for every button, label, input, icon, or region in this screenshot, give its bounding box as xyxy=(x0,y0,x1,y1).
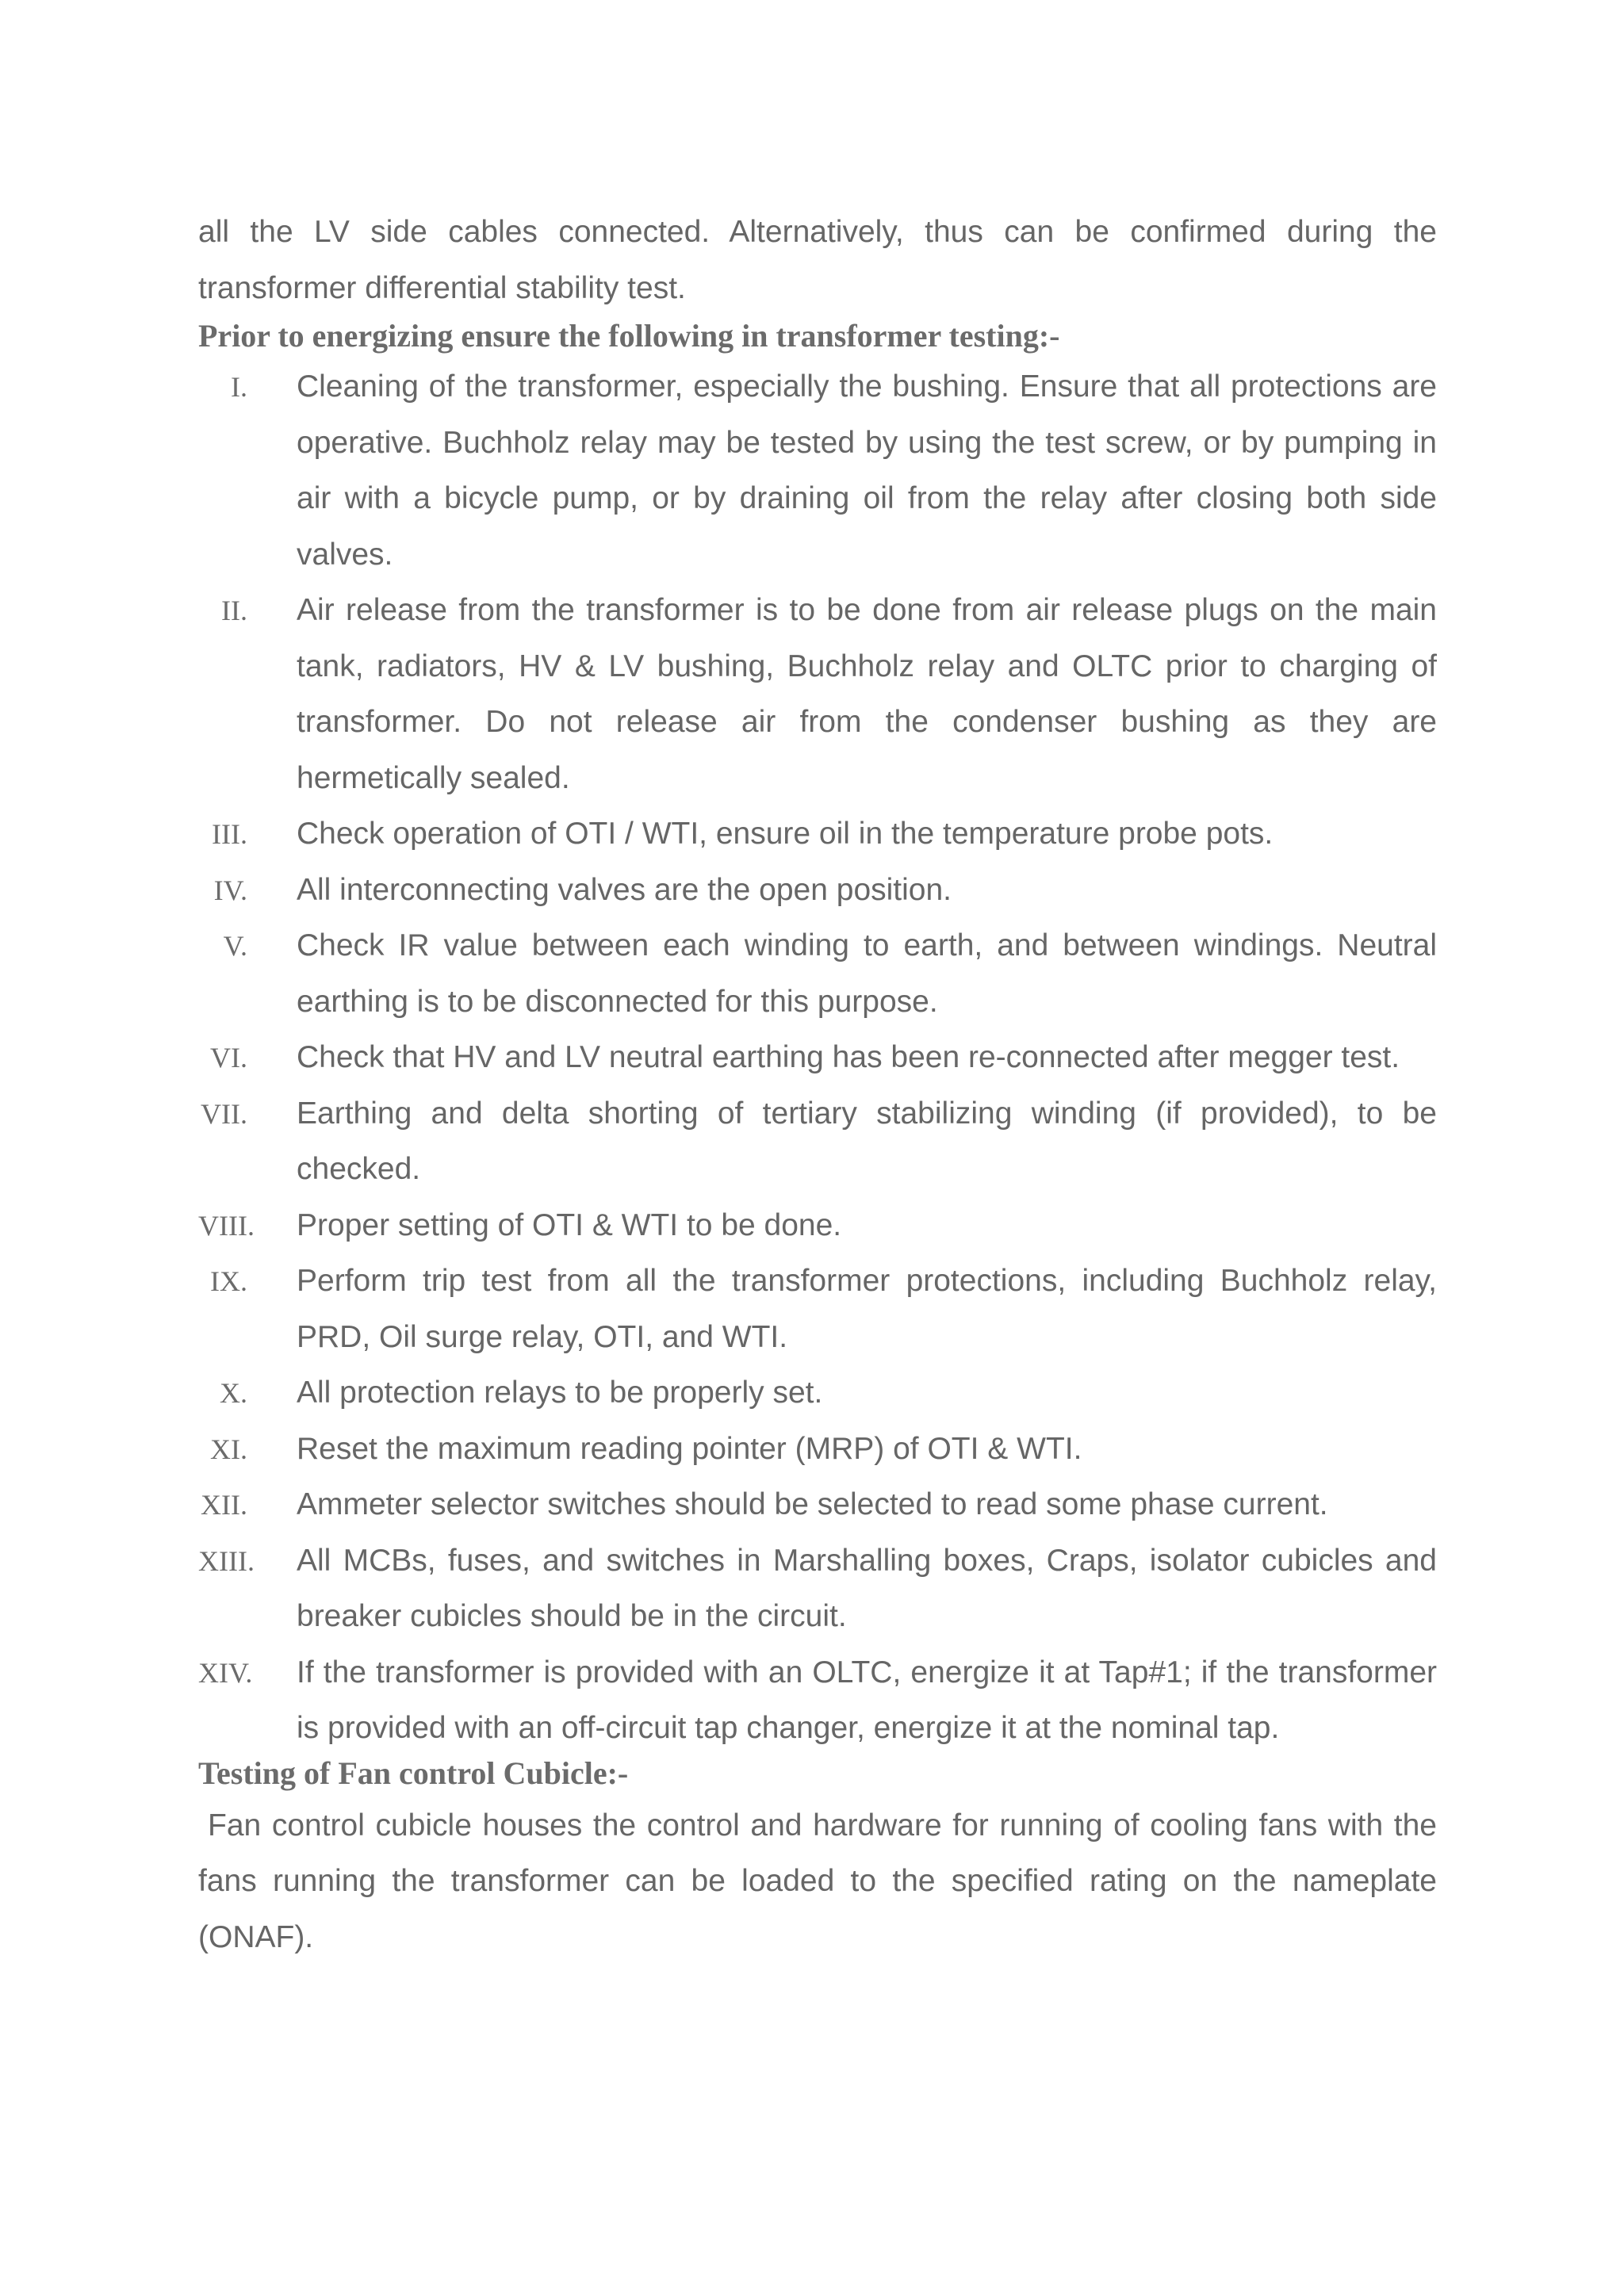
page-content xyxy=(198,205,1437,1965)
list-item-text: All protection relays to be properly set. xyxy=(297,1376,823,1410)
list-item-number: XI. xyxy=(210,1433,247,1465)
list-item xyxy=(198,918,1437,1030)
list-item-text: Ammeter selector switches should be selected to read some phase current. xyxy=(297,1487,1328,1521)
list-item-number: II. xyxy=(221,595,247,626)
list-item-number: III. xyxy=(212,818,247,850)
list-item-number: XII. xyxy=(201,1489,247,1521)
list-item-text: Cleaning of the transformer, especially the bushing. Ensure that all protections are operative. Buchholz relay may be tested by using the test screw, or by pumping in air with a bicycle pump, or by draining oil from the relay after closing both side valves. xyxy=(297,369,1437,572)
list-item-text: All MCBs, fuses, and switches in Marshalling boxes, Craps, isolator cubicles and breaker cubicles should be in the circuit. xyxy=(297,1543,1437,1633)
section-heading-pre-energizing: Prior to energizing ensure the following in transformer testing:- xyxy=(198,318,1060,354)
pre-energizing-checklist xyxy=(198,359,1437,1757)
list-item-text: Reset the maximum reading pointer (MRP) of OTI & WTI. xyxy=(297,1431,1082,1466)
list-item-text: Proper setting of OTI & WTI to be done. xyxy=(297,1207,842,1242)
fan-control-paragraph: Fan control cubicle houses the control and hardware for running of cooling fans with the fans running the transformer can be loaded to the specified rating on the nameplate (ONAF). xyxy=(198,1808,1437,1954)
list-item-number: VII. xyxy=(201,1097,247,1130)
list-item-text: Check that HV and LV neutral earthing has been re-connected after megger test. xyxy=(297,1040,1400,1074)
intro-paragraph: all the LV side cables connected. Alternatively, thus can be confirmed during the transformer differential stability test. xyxy=(198,215,1437,305)
list-item-text: All interconnecting valves are the open position. xyxy=(297,872,952,907)
section-heading-fan-control: Testing of Fan control Cubicle:- xyxy=(198,1755,629,1791)
list-item-number: XIV. xyxy=(198,1656,253,1689)
list-item xyxy=(198,1477,1437,1533)
list-item xyxy=(198,1086,1437,1198)
list-item-text: If the transformer is provided with an OLTC, energize it at Tap#1; if the transformer is provided with an off-circuit tap changer, energize it at the nominal tap. xyxy=(297,1655,1437,1745)
list-item-text: Check operation of OTI / WTI, ensure oil in the temperature probe pots. xyxy=(297,817,1274,851)
list-item-number: V. xyxy=(223,930,247,962)
list-item xyxy=(198,806,1437,863)
list-item-number: X. xyxy=(220,1377,247,1409)
list-item xyxy=(198,1030,1437,1086)
list-item-text: Air release from the transformer is to be done from air release plugs on the main tank, radiators, HV & LV bushing, Buchholz relay and OLTC prior to charging of transformer. Do not release air from the condenser bushing as they are hermetically sealed. xyxy=(297,593,1437,795)
list-item-number: XIII. xyxy=(198,1544,255,1577)
list-item xyxy=(198,863,1437,919)
list-item xyxy=(198,1645,1437,1757)
list-item-number: I. xyxy=(231,371,247,403)
list-item xyxy=(198,359,1437,583)
list-item-number: IX. xyxy=(210,1265,247,1297)
list-item-text: Check IR value between each winding to earth, and between windings. Neutral earthing is to be disconnected for this purpose. xyxy=(297,928,1437,1019)
list-item xyxy=(198,1422,1437,1478)
list-item xyxy=(198,1198,1437,1254)
list-item-number: IV. xyxy=(213,874,247,906)
list-item xyxy=(198,1365,1437,1422)
list-item xyxy=(198,1533,1437,1645)
list-item xyxy=(198,583,1437,806)
list-item-number: VI. xyxy=(210,1042,247,1073)
list-item-text: Earthing and delta shorting of tertiary stabilizing winding (if provided), to be checked. xyxy=(297,1096,1437,1186)
list-item-number: VIII. xyxy=(198,1209,255,1242)
list-item xyxy=(198,1253,1437,1365)
list-item-text: Perform trip test from all the transformer protections, including Buchholz relay, PRD, Oil surge relay, OTI, and WTI. xyxy=(297,1264,1437,1354)
